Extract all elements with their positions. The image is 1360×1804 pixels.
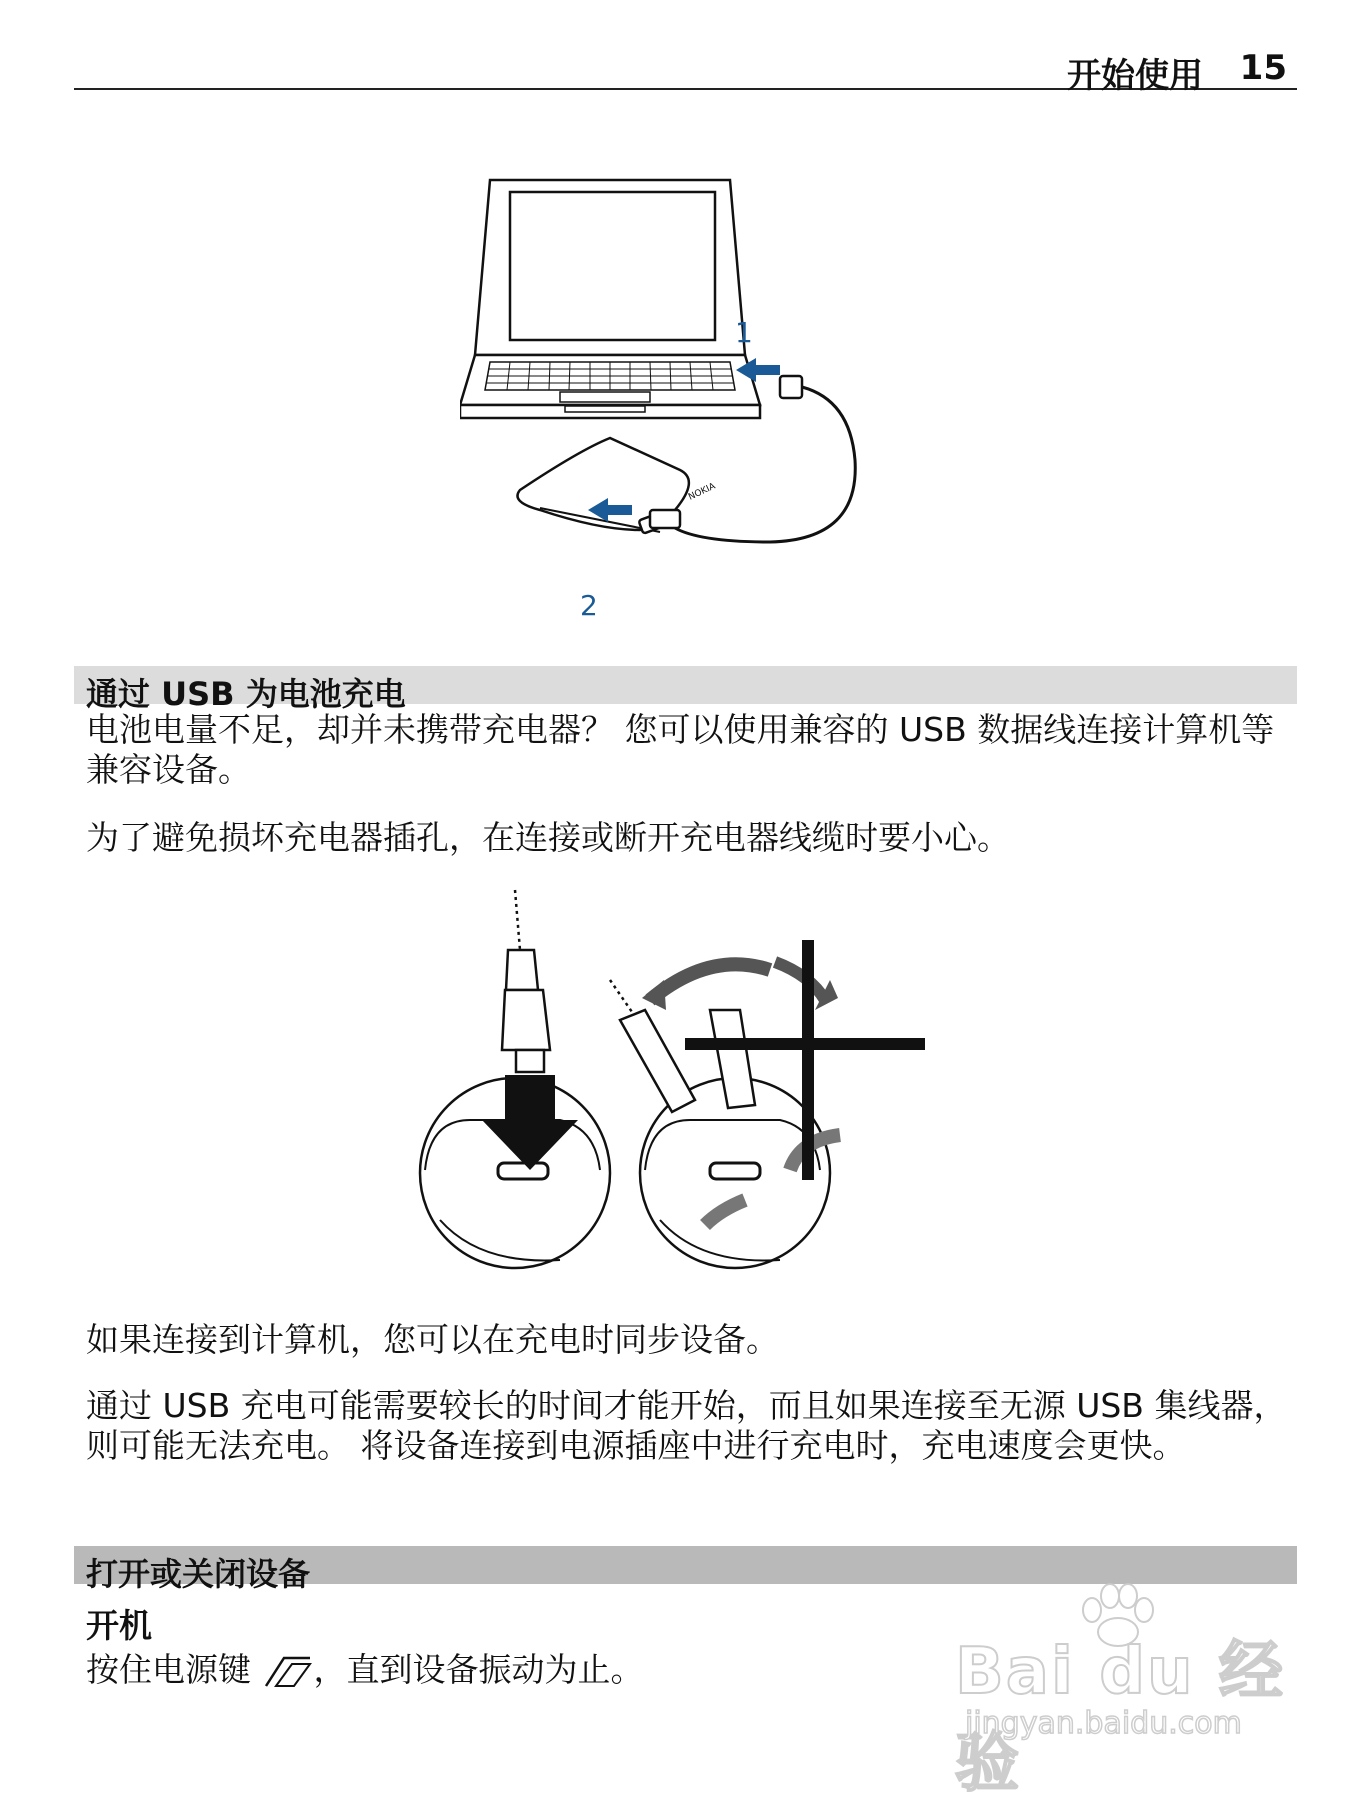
paragraph: 为了避免损坏充电器插孔，在连接或断开充电器线缆时要小心。: [86, 818, 1010, 857]
step-1-label: 1: [735, 316, 753, 349]
instruction-text: 按住电源键: [86, 1650, 251, 1689]
paragraph: 电池电量不足，却并未携带充电器？ 您可以使用兼容的 USB 数据线连接计算机等兼容设备。: [86, 710, 1275, 789]
step-2-label: 2: [580, 589, 598, 622]
rotate-arrow-icon: [650, 964, 770, 1000]
page-number: 15: [1239, 48, 1287, 88]
page-header: [74, 40, 1297, 96]
instruction-text: ，直到设备振动为止。: [313, 1650, 644, 1689]
prohibited-cross-icon: [802, 940, 814, 1180]
chapter-title: 开始使用: [1067, 56, 1203, 96]
power-key-icon: [262, 1652, 314, 1692]
paragraph: 如果连接到计算机，您可以在充电时同步设备。: [86, 1320, 779, 1359]
section-title: 通过 USB 为电池充电: [86, 675, 406, 713]
connector-handling-figure: [410, 880, 950, 1290]
section-title: 打开或关闭设备: [86, 1555, 311, 1593]
section-bar-usb-charging: [74, 666, 1297, 713]
watermark-logo: Bai du 经验: [955, 1635, 1285, 1801]
usb-charging-figure: [460, 170, 920, 630]
section-bar-power: [74, 1546, 1297, 1593]
phone-brand-label: NOKIA: [687, 481, 718, 503]
watermark: [955, 1580, 1285, 1801]
paragraph: 通过 USB 充电可能需要较长的时间才能开始，而且如果连接至无源 USB 集线器，则可能无法充电。 将设备连接到电源插座中进行充电时，充电速度会更快。: [86, 1386, 1287, 1465]
subheading-power-on: 开机: [86, 1606, 152, 1645]
watermark-url: jingyan.baidu.com: [965, 1706, 1242, 1741]
